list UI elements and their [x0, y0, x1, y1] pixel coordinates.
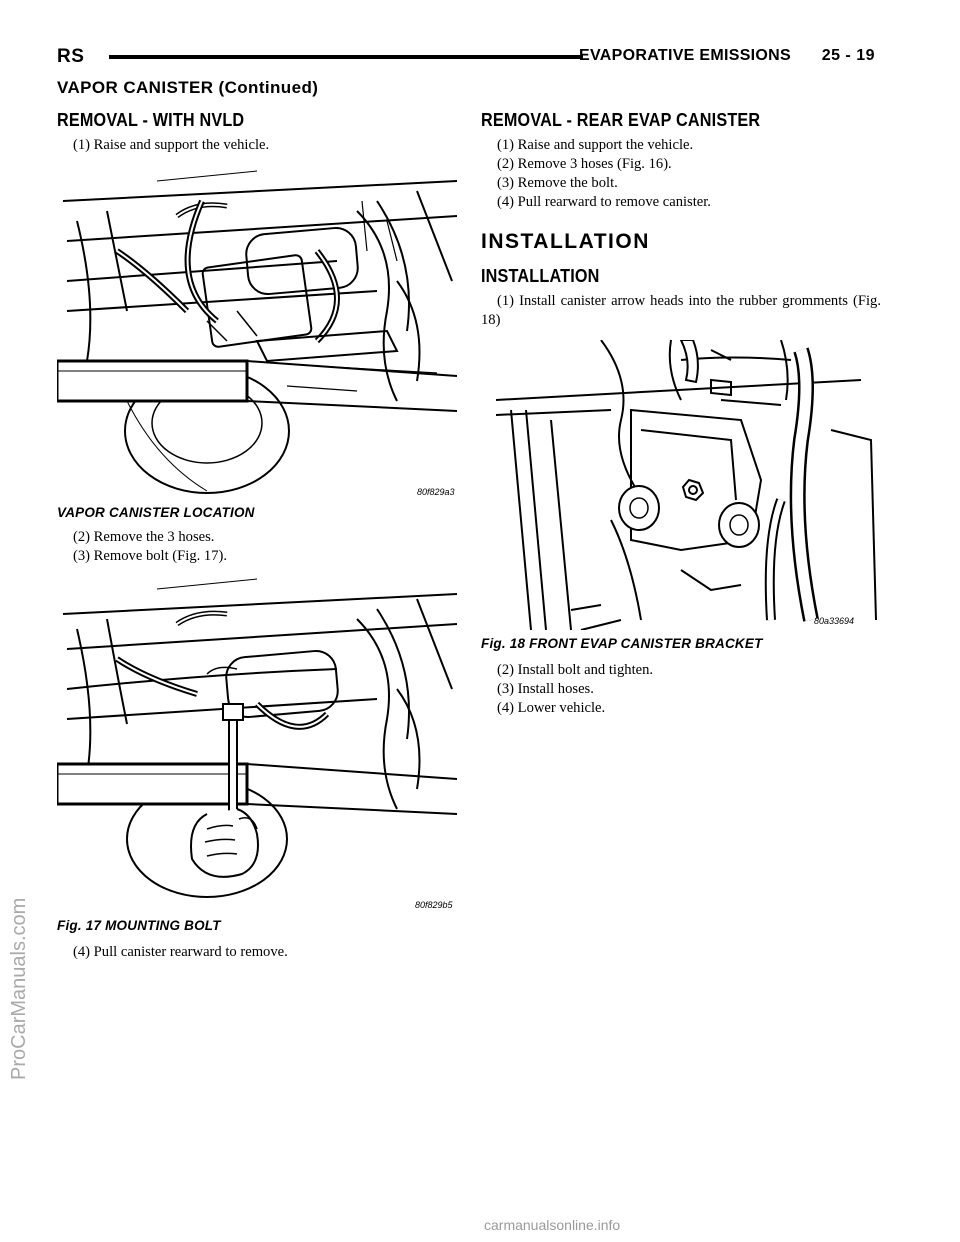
figure-mounting-bolt: [57, 574, 457, 914]
figure3-code: 80a33694: [814, 616, 855, 626]
footer-watermark: carmanualsonline.info: [484, 1217, 621, 1233]
rear-step-3: (3) Remove the bolt.: [497, 175, 618, 191]
right-column: [481, 110, 881, 718]
install-step-4: (4) Lower vehicle.: [497, 700, 606, 716]
figure2-code: 80f829b5: [415, 900, 453, 910]
install-step-1: (1) Install canister arrow heads into the rubber gromments (Fig. 18): [481, 293, 881, 328]
left-column: [57, 110, 457, 962]
figure3-caption: Fig. 18 FRONT EVAP CANISTER BRACKET: [481, 636, 763, 651]
continued-heading: VAPOR CANISTER (Continued): [57, 78, 319, 97]
figure-front-evap-canister-bracket: [481, 340, 881, 630]
mounting-bolt-illustration: [57, 574, 457, 914]
install-step-2: (2) Install bolt and tighten.: [497, 662, 654, 678]
page-header: [57, 46, 875, 72]
rear-step-1: (1) Raise and support the vehicle.: [497, 137, 694, 153]
header-page-number: 25 - 19: [821, 47, 875, 64]
installation-sub-heading: INSTALLATION: [481, 266, 600, 286]
installation-section-heading: INSTALLATION: [481, 230, 650, 253]
nvld-step-1: (1) Raise and support the vehicle.: [73, 137, 270, 153]
nvld-step-4: (4) Pull canister rearward to remove.: [73, 944, 288, 960]
figure1-caption: VAPOR CANISTER LOCATION: [57, 505, 255, 520]
figure-vapor-canister-location: [57, 161, 457, 501]
removal-nvld-heading: REMOVAL - WITH NVLD: [57, 110, 245, 130]
side-watermark: ProCarManuals.com: [8, 897, 30, 1080]
nvld-step-3: (3) Remove bolt (Fig. 17).: [73, 548, 228, 564]
header-model-code: RS: [57, 46, 85, 67]
removal-rear-evap-heading: REMOVAL - REAR EVAP CANISTER: [481, 110, 761, 130]
rear-step-2: (2) Remove 3 hoses (Fig. 16).: [497, 156, 672, 172]
rear-step-4: (4) Pull rearward to remove canister.: [497, 194, 711, 210]
header-section-title: EVAPORATIVE EMISSIONS: [579, 47, 791, 64]
front-evap-canister-bracket-illustration: [481, 340, 881, 630]
figure1-code: 80f829a3: [417, 487, 455, 497]
figure2-caption: Fig. 17 MOUNTING BOLT: [57, 918, 221, 933]
install-step-3: (3) Install hoses.: [497, 681, 594, 697]
vapor-canister-location-illustration: [57, 161, 457, 501]
nvld-step-2: (2) Remove the 3 hoses.: [73, 529, 215, 545]
header-rule: [109, 55, 583, 59]
